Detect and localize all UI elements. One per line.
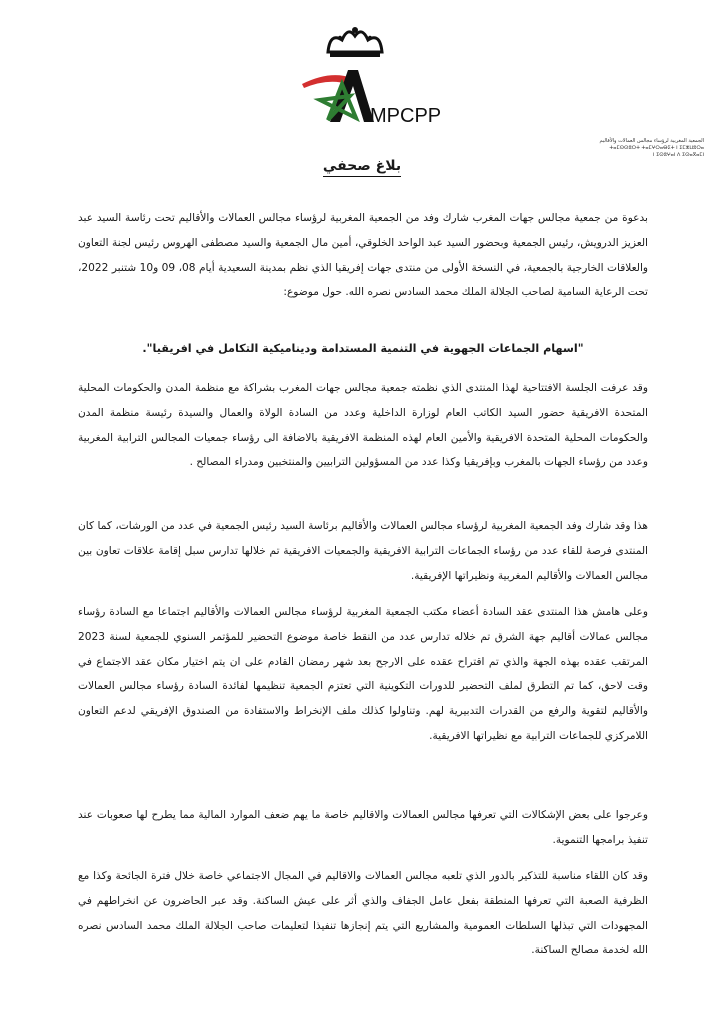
paragraph-workshops: هذا وقد شارك وفد الجمعية المغربية لرؤساء مجالس العمالات والأقاليم برئاسة السيد رئيس الجمعية في عدد من الورشات، كما كان المنتدى فرصة للقاء عدد من رؤساء الجماعات الترابية الافريقية والجمعيات الافريقية تم خلالها تدارس سبل إقامة علاقات تعاون بين مجالس العمالات والأقاليم المغربية ونظيراتها الإفريقية. (78, 520, 648, 582)
paragraph-issues: وعرجوا على بعض الإشكالات التي تعرفها مجالس العمالات والاقاليم خاصة ما يهم ضعف الموارد المالية مما يطرح لها صعوبات عند تنفيذ برامجها التنموية. (78, 809, 648, 846)
logo-emblem (290, 22, 442, 140)
logo-subtitle (586, 138, 704, 159)
paragraph-meeting: وعلى هامش هذا المنتدى عقد السادة أعضاء مكتب الجمعية المغربية لرؤساء مجالس العمالات والأقاليم اجتماعا مع السادة رؤساء مجالس عمالات أقاليم جهة الشرق تم خلاله تدارس عدد من النقط خاصة موضوع التحضير للمؤتمر السنوي للجمعية لسنة 2023 المرتقب عقده بهذه الجهة والذي تم اقتراح عقده على الارجح بعد شهر رمضان القادم على ان يتم اختيار مكان عقد الاجتماع في وقت لاحق، كما تم التطرق لملف التحضير للدورات التكوينية التي تعتزم الجمعية تنظيمها لفائدة السادة رؤساء مجالس العمالات والأقاليم لتقوية والرفع من القدرات التدبيرية لهم. وتناولوا كذلك ملف الإنخراط والاستفادة من الصندوق الإفريقي لدعم التعاون اللامركزي للجماعات الترابية مع نظيراتها الافريقية. (78, 606, 648, 742)
crown-icon (328, 27, 382, 57)
page-title (0, 158, 724, 174)
logo-subtitle-line: الجمعية المغربية لرؤساء مجالس العمالات والأقاليم (599, 138, 704, 144)
page-title-text: بلاغ صحفي (323, 158, 401, 177)
svg-text:MPCPP: MPCPP (370, 105, 442, 127)
paragraph-invitation: بدعوة من جمعية مجالس جهات المغرب شارك وفد من الجمعية المغربية لرؤساء مجالس العمالات والأقاليم تحت رئاسة السيد عبد العزيز الدرويش، رئيس الجمعية وبحضور السيد عبد الواحد الخلوقي، أمين مال الجمعية والسيد مصطفى الهروس رئيس لجنة التعاون والعلاقات الخارجية بالجمعية، في النسخة الأولى من منتدى جهات إفريقيا الذي نظم بمدينة السعيدية أيام 08، 09 و10 شتنبر 2022، تحت الرعاية السامية لصاحب الجلالة الملك محمد السادس نصره الله. حول موضوع: (78, 212, 649, 299)
logo-subtitle-line: ⵏ ⵉⵙⵓⵖⴰⵏ ⴷ ⵉⵙⴰⴳⴰⵎⵏ (653, 152, 704, 158)
paragraph-opening-session: وقد عرفت الجلسة الافتتاحية لهذا المنتدى الذي نظمته جمعية مجالس جهات المغرب بشراكة مع منظمة المدن والحكومات المحلية المتحدة الافريقية حضور السيد الكاتب العام لوزارة الداخلية وعدد من السادة الولاة والعمال والسيدة رئيسة منظمة المدن والحكومات المحلية المتحدة الافريقية والأمين العام لهذه المنظمة الافريقية بالاضافة الى رؤساء جمعيات المجالس الترابية المغربية وعدد من رؤساء الجهات بالمغرب وبإفريقيا وكذا عدد من المسؤولين الترابيين والمنتخبين ومدراء المصالح . (78, 382, 648, 469)
forum-theme: "اسهام الجماعات الجهوية في التنمية المستدامة وديناميكية التكامل في افريقيا". (142, 342, 584, 355)
logo-subtitle-line: ⵜⴰⵎⵙⵙⵓⵔⵜ ⵜⴰⵎⵖⵔⴰⴱⵉⵜ ⵏ ⵉⵎⵣⵡⵓⵔⴰ (609, 145, 704, 151)
ampcpp-logo (290, 22, 704, 158)
paragraph-social-role: وقد كان اللقاء مناسبة للتذكير بالدور الذي تلعبه مجالس العمالات والاقاليم في المجال الاجتماعي خاصة خلال فترة الجائحة وكذا مع الظرفية الصعبة التي تعرفها المنطقة بفعل عامل الجفاف والذي أثر على عيش الساكنة. وقد عبر الحاضرون عن انخراطهم في المجهودات التي تبذلها السلطات العمومية والمشاريع التي يتم إنجازها تنفيذا لتعليمات صاحب الجلالة الملك محمد السادس نصره الله لخدمة مصالح الساكنة. (78, 870, 648, 957)
